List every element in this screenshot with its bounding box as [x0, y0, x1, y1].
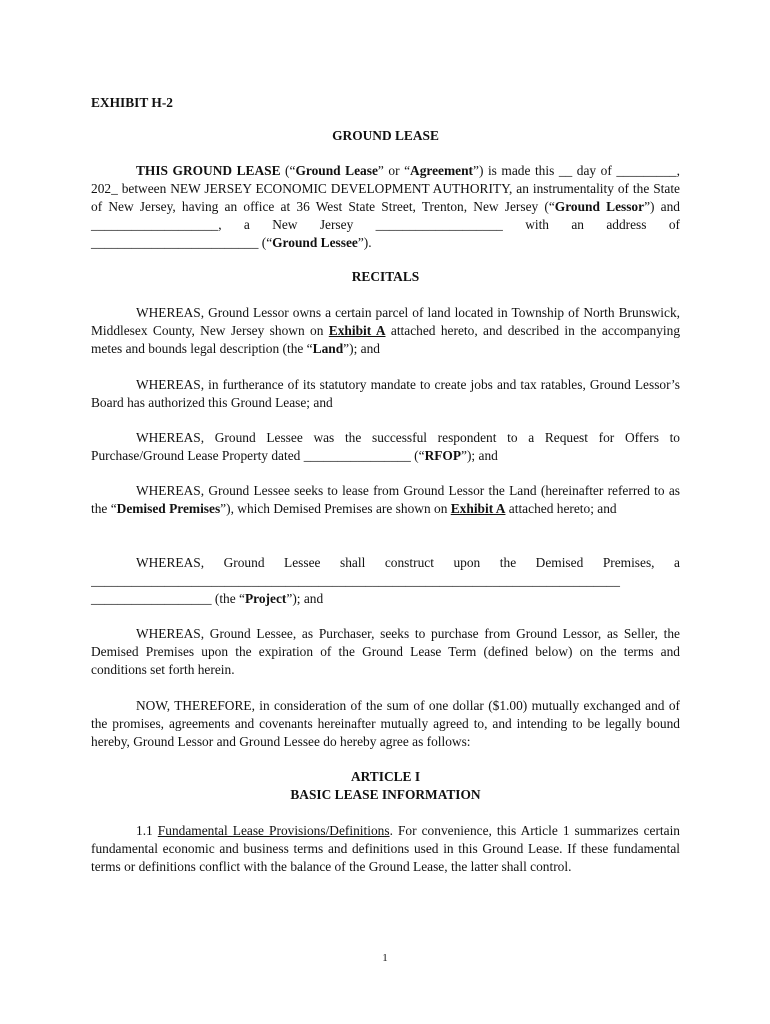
recital-2: WHEREAS, in furtherance of its statutory mandate to create jobs and tax ratables, Ground Lessor’s Board has authorized this Ground Lease; and [91, 377, 680, 410]
page-number: 1 [382, 952, 388, 964]
intro-t10: ”). [357, 235, 372, 250]
recital-4-e: attached hereto; and [505, 501, 617, 516]
recital-3 [91, 429, 680, 465]
intro-t9: Ground Lessee [272, 235, 358, 250]
recital-4-c: ”), which Demised Premises are shown on [220, 501, 451, 516]
recital-5-a: __________________ (the “ [91, 591, 245, 606]
intro-t4: ” or “ [377, 163, 411, 178]
now-therefore-paragraph: NOW, THEREFORE, in consideration of the sum of one dollar ($1.00) mutually exchanged and of the promises, agreements and covenants hereinafter mutually agreed to, and intending to be legally bound hereby, Ground Lessor and Ground Lessee do hereby agree as follows: [91, 698, 680, 749]
recital-1-d: Land [312, 341, 344, 356]
exhibit-label: EXHIBIT H-2 [91, 95, 173, 110]
intro-t5: Agreement [410, 163, 473, 178]
intro-t6: ”) is made this __ day of _________, 202_ between NEW JERSEY ECONOMIC DEVELOPMENT AUTHORITY, an instrumentality of the State of New Jersey, having an office at 36 West State Street, Trenton, New Jersey (“ [91, 163, 680, 214]
intro-t3: Ground Lease [295, 163, 378, 178]
article-title: BASIC LEASE INFORMATION [290, 787, 481, 802]
intro-t8: ”) and ___________________, a New Jersey ___________________ with an address of _________________________ (“ [91, 199, 680, 250]
recital-3-c: ”); and [461, 448, 498, 463]
intro-t2: (“ [280, 163, 296, 178]
recital-1-c: attached hereto, and described in the accompanying metes and bounds legal description (the “ [91, 323, 681, 356]
document-title: GROUND LEASE [332, 128, 439, 143]
recital-3-b: RFOP [424, 448, 462, 463]
recital-5-c: ”); and [286, 591, 324, 606]
recital-5-b: Project [244, 591, 287, 606]
section-1-1-heading: Fundamental Lease Provisions/Definitions [157, 823, 390, 838]
section-1-1 [91, 822, 680, 876]
recital-4-b: Demised Premises [116, 501, 221, 516]
recital-5 [91, 554, 680, 608]
recital-4-a: WHEREAS, Ground Lessee seeks to lease from Ground Lessor the Land (hereinafter referred to as the “ [91, 483, 680, 516]
recital-1-e: ”); and [343, 341, 380, 356]
section-1-1-number: 1.1 [136, 823, 158, 838]
recital-5-line-2: _______________________________________________________________________________ [91, 573, 620, 588]
article-number: ARTICLE I [350, 769, 421, 784]
recital-1-a: WHEREAS, Ground Lessor owns a certain parcel of land located in Township of North Brunswick, Middlesex County, New Jersey shown on [91, 305, 680, 338]
intro-paragraph [91, 162, 680, 252]
recital-3-a: WHEREAS, Ground Lessee was the successful respondent to a Request for Offers to Purchase/Ground Lease Property dated ________________ (“ [91, 430, 680, 463]
exhibit-a-reference-2: Exhibit A [450, 501, 506, 516]
recital-4 [91, 482, 680, 518]
recital-6: WHEREAS, Ground Lessee, as Purchaser, seeks to purchase from Ground Lessor, as Seller, the Demised Premises upon the expiration of the Ground Lease Term (defined below) on the terms and conditions set forth herein. [91, 626, 680, 677]
section-1-1-text: . For convenience, this Article 1 summarizes certain fundamental economic and business terms and definitions used in this Ground Lease. If these fundamental terms or definitions conflict with the balance of the Ground Lease, the latter shall control. [91, 823, 680, 874]
recital-5-line-1: WHEREAS, Ground Lessee shall construct upon the Demised Premises, a [136, 555, 680, 570]
intro-t1: THIS GROUND LEASE [136, 163, 281, 178]
recital-1 [91, 304, 680, 358]
intro-t7: Ground Lessor [554, 199, 645, 214]
exhibit-a-reference: Exhibit A [328, 323, 386, 338]
recital-5-line-3 [91, 590, 680, 608]
recitals-heading: RECITALS [351, 269, 420, 284]
